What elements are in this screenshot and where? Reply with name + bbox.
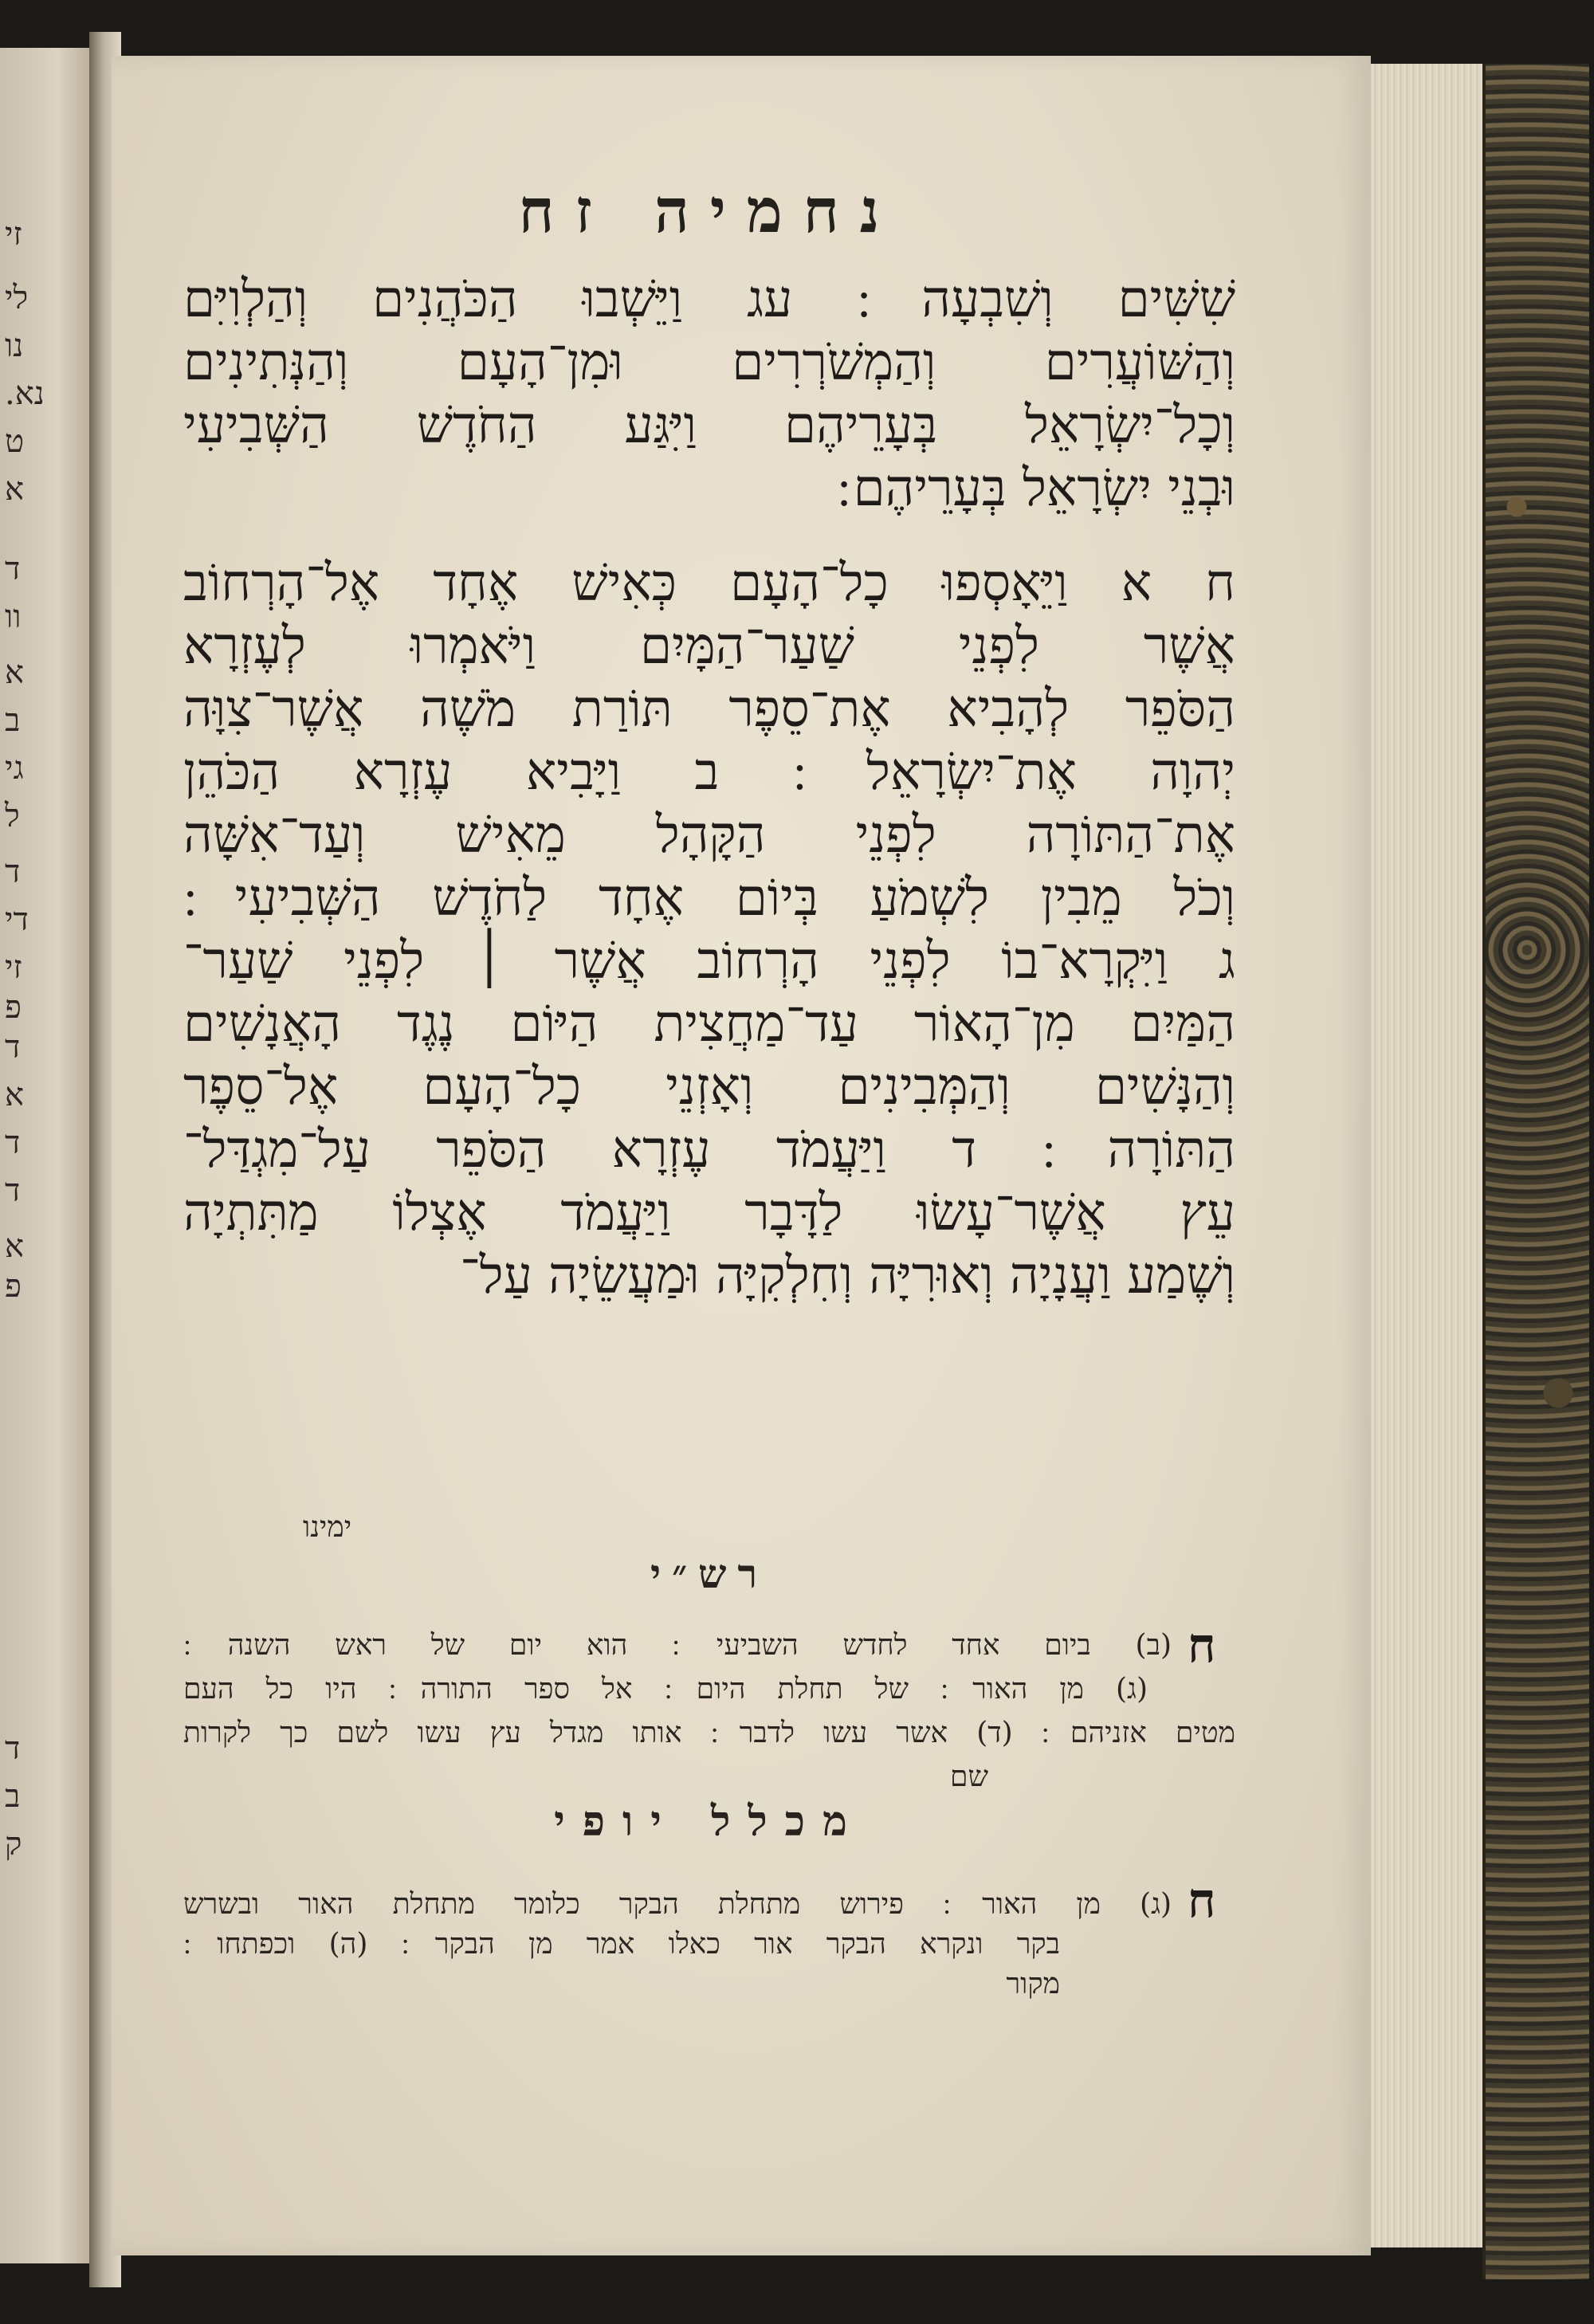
- facing-page-fragment: א: [5, 1077, 25, 1113]
- mikhlal-line: (ג) מן האור ׃ פירוש מתחלת הבקר כלומר מתחלת האור ובשרש: [183, 1888, 1172, 1921]
- facing-page-fragment: ד: [5, 1125, 21, 1161]
- mikhlal-yofi-heading: מכלל יופי: [554, 1797, 865, 1846]
- facing-page-fragment: ל: [5, 798, 20, 834]
- text-line: וְכָל־יִשְׂרָאֵל בְּעָרֵיהֶם וַיִּגַּע הַחֹדֶשׁ הַשְּׁבִיעִי: [183, 396, 1235, 455]
- facing-page-fragment: ד: [5, 1730, 21, 1767]
- facing-page-fragment: גי: [5, 750, 24, 787]
- mikhlal-line: בקר ונקרא הבקר אור כאלו אמר מן הבקר ׃ (ה) וכפתחו ׃: [183, 1928, 1060, 1961]
- mikhlal-line: מקור: [1006, 1968, 1060, 2000]
- text-line: הַמַּיִם מִן־הָאוֹר עַד־מַחֲצִית הַיּוֹם נֶגֶד הָאֲנָשִׁים: [183, 995, 1235, 1054]
- rashi-line: שם: [950, 1761, 988, 1793]
- rashi-heading: רש״י: [650, 1550, 769, 1597]
- facing-page-fragment: א: [5, 1228, 25, 1265]
- facing-page-fragment: ב: [5, 702, 21, 739]
- facing-page-fragment: לי: [5, 280, 29, 316]
- running-head: נחמיה זח: [518, 175, 901, 246]
- facing-page-edge: [0, 48, 96, 2263]
- facing-page-fragment: פ: [5, 1268, 22, 1305]
- facing-page-fragment: וו: [5, 599, 22, 635]
- text-line: שִׁשִּׁים וְשִׁבְעָה ׃ עג וַיֵּשְׁבוּ הַכֹּהֲנִים וְהַלְוִיִּם: [183, 270, 1235, 329]
- facing-page-fragment: א: [5, 654, 25, 691]
- text-line: ג וַיִּקְרָא־בוֹ לִפְנֵי הָרְחוֹב אֲשֶׁר ׀ לִפְנֵי שַׁעַר־: [183, 932, 1235, 991]
- facing-page-fragment: נא.: [5, 375, 45, 412]
- text-line: יְהוָה אֶת־יִשְׂרָאֵל ׃ ב וַיָּבִיא עֶזְרָא הַכֹּהֵן: [183, 743, 1235, 802]
- text-line: עֵץ אֲשֶׁר־עָשׂוּ לַדָּבָר וַיַּעֲמֹד אֶצְלוֹ מַתִּתְיָה: [183, 1184, 1235, 1242]
- text-line: הַתּוֹרָה ׃ ד וַיַּעֲמֹד עֶזְרָא הַסֹּפֵר עַל־מִגְדַּל־: [183, 1121, 1235, 1180]
- facing-page-fragment: ד: [5, 1029, 21, 1066]
- text-line: אֶת־הַתּוֹרָה לִפְנֵי הַקָּהָל מֵאִישׁ וְעַד־אִשָּׁה: [183, 806, 1235, 865]
- text-line: וְהַנָּשִׁים וְהַמְּבִינִים וְאָזְנֵי כָל־הָעָם אֶל־סֵפֶר: [183, 1058, 1235, 1117]
- text-line: הַסֹּפֵר לְהָבִיא אֶת־סֵפֶר תּוֹרַת מֹשֶׁה אֲשֶׁר־צִוָּה: [183, 680, 1235, 739]
- page-block-edges: [1371, 64, 1490, 2247]
- text-line: וְכֹל מֵבִין לִשְׁמֹעַ בְּיוֹם אֶחָד לַחֹדֶשׁ הַשְּׁבִיעִי ׃: [183, 869, 1235, 928]
- text-line: אֲשֶׁר לִפְנֵי שַׁעַר־הַמָּיִם וַיֹּאמְרוּ לְעֶזְרָא: [183, 617, 1235, 676]
- catchword: ימינו: [303, 1511, 352, 1544]
- facing-page-fragment: נו: [5, 328, 24, 364]
- text-line: ח א וַיֵּאָסְפוּ כָל־הָעָם כְּאִישׁ אֶחָד אֶל־הָרְחוֹב: [183, 554, 1235, 613]
- facing-page-fragment: ט: [5, 423, 25, 460]
- facing-page-fragment: ק: [5, 1826, 22, 1863]
- text-line: וְשֶׁמַע וַעֲנָיָה וְאוּרִיָּה וְחִלְקִיָּה וּמַעֲשֵׂיָה עַל־: [460, 1246, 1235, 1305]
- facing-page-fragment: ב: [5, 1778, 21, 1815]
- facing-page-fragment: ד: [5, 551, 21, 587]
- rashi-line: (ג) מן האור ׃ של תחלת היום ׃ אל ספר התורה ׃ היו כל העם: [183, 1673, 1148, 1706]
- mikhlal-section-letter: ח: [1188, 1873, 1216, 1929]
- rashi-section-letter: ח: [1188, 1618, 1216, 1674]
- facing-page-fragment: ד: [5, 854, 21, 890]
- facing-page-fragment: די: [5, 901, 29, 938]
- rashi-line: (ב) ביום אחד לחדש השביעי ׃ הוא יום של ראש השנה ׃: [183, 1629, 1172, 1662]
- marbled-binding: [1482, 64, 1589, 2279]
- text-line: וְהַשּׁוֹעֲרִים וְהַמְשֹׁרְרִים וּמִן־הָעָם וְהַנְּתִינִים: [183, 333, 1235, 392]
- rashi-line: מטים אזניהם ׃ (ד) אשר עשו לדבר ׃ אותו מגדל עץ עשו לשם כך לקרות: [183, 1717, 1235, 1749]
- facing-page-fragment: זי: [5, 216, 22, 253]
- facing-page-fragment: ד: [5, 1172, 21, 1209]
- text-line: וּבְנֵי יִשְׂרָאֵל בְּעָרֵיהֶם ׃: [837, 459, 1235, 518]
- facing-page-fragment: א: [5, 471, 25, 508]
- facing-page-fragment: פ: [5, 989, 22, 1026]
- facing-page-fragment: זי: [5, 949, 22, 986]
